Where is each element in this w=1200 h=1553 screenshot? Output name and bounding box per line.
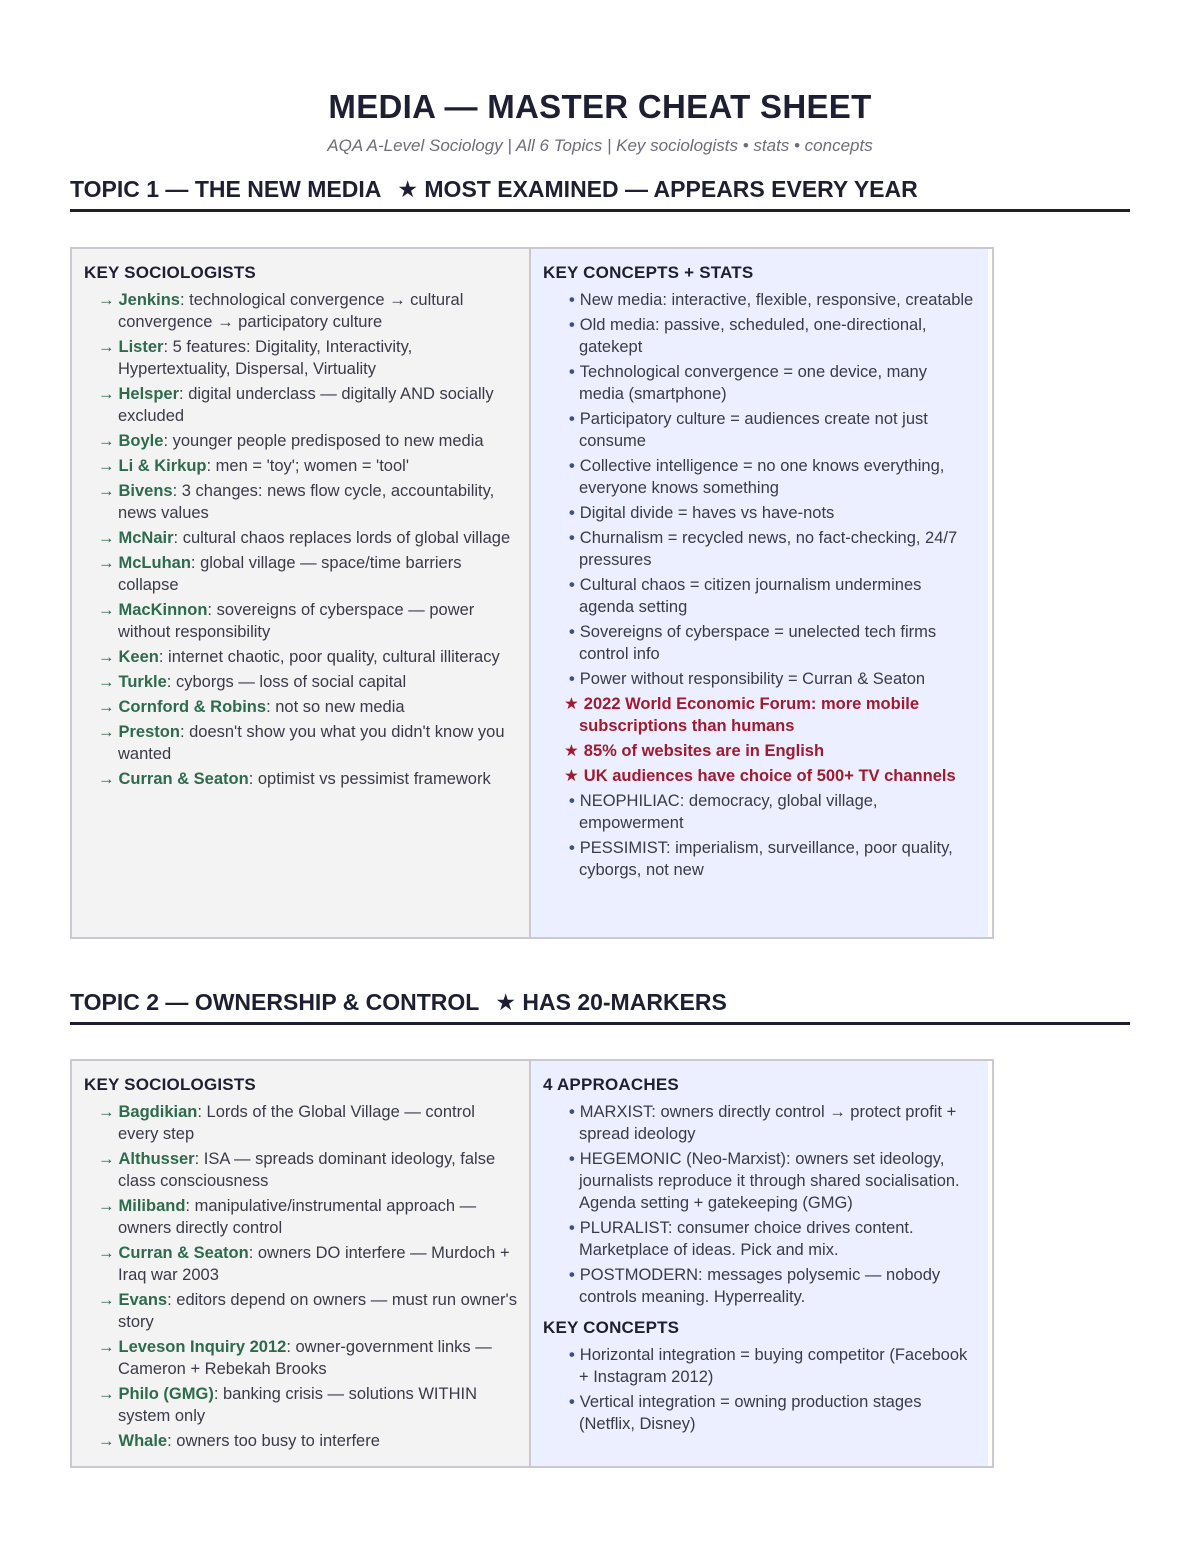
stat-text: 85% of websites are in English [583,742,825,760]
stat-item [543,765,976,787]
sociologist-item [84,1383,517,1427]
right-arrow-icon: → [98,648,115,666]
concept-item [543,1148,976,1214]
sociologist-item [84,671,517,693]
concept-text: Horizontal integration = buying competitor (Facebook + Instagram 2012) [579,1346,968,1386]
bullet-dot-icon: • [569,363,575,381]
sociologist-name: Leveson Inquiry 2012 [118,1338,287,1356]
right-arrow-icon: → [98,1150,115,1168]
bullet-dot-icon: • [569,670,575,688]
sociologist-name: Lister [118,338,164,356]
bullet-dot-icon: • [569,291,575,309]
concept-text: Sovereigns of cyberspace = unelected tech firms control info [579,623,937,663]
concept-item [543,502,976,524]
bullet-dot-icon: • [569,410,575,428]
right-arrow-icon: → [98,1338,115,1356]
right-arrow-icon: → [98,1291,115,1309]
right-arrow-icon: → [98,601,115,619]
sociologist-item [84,1148,517,1192]
sociologist-description: : owner-government links — Cameron + Rebekah Brooks [118,1338,492,1378]
sociologist-description: : sovereigns of cyberspace — power without responsibility [118,601,475,641]
sociologist-item [84,1336,517,1380]
topic-1-sociologists-list [84,289,517,790]
concept-item [543,1217,976,1261]
right-arrow-icon: → [98,1197,115,1215]
concept-item [543,621,976,665]
sociologist-description: : technological convergence → cultural convergence → participatory culture [118,291,464,331]
concept-text: NEOPHILIAC: democracy, global village, empowerment [579,792,878,832]
topic-1-heading [70,176,1130,212]
sociologist-description: : men = 'toy'; women = 'tool' [206,457,409,475]
topic-2-concepts-list [543,1344,976,1435]
sociologist-name: Keen [118,648,159,666]
sociologist-item [84,1289,517,1333]
topic-1-concepts-column [531,249,988,937]
sociologist-item [84,430,517,452]
right-arrow-icon: → [98,1432,115,1450]
concept-item [543,790,976,834]
right-arrow-icon: → [98,1244,115,1262]
bullet-dot-icon: • [569,1103,575,1121]
sociologist-description: : doesn't show you what you didn't know you wanted [118,723,505,763]
concept-text: POSTMODERN: messages polysemic — nobody controls meaning. Hyperreality. [579,1266,941,1306]
sociologist-description: : owners DO interfere — Murdoch + Iraq war 2003 [118,1244,510,1284]
sociologist-description: : younger people predisposed to new media [163,432,484,450]
sociologist-item [84,768,517,790]
right-arrow-icon: → [98,291,115,309]
sociologist-item [84,646,517,668]
star-icon: ★ [564,767,579,785]
right-arrow-icon: → [98,432,115,450]
stat-item [543,693,976,737]
concept-text: Cultural chaos = citizen journalism undermines agenda setting [579,576,922,616]
topic-2-sociologists-heading: KEY SOCIOLOGISTS [84,1075,256,1094]
sociologist-item [84,336,517,380]
concept-item [543,837,976,881]
sociologist-item [84,1242,517,1286]
sociologist-name: Curran & Seaton [118,770,249,788]
sociologist-description: : Lords of the Global Village — control every step [118,1103,475,1143]
concept-text: PLURALIST: consumer choice drives content. Marketplace of ideas. Pick and mix. [579,1219,914,1259]
concept-text: Participatory culture = audiences create not just consume [579,410,928,450]
sociologist-name: McLuhan [118,554,191,572]
sociologist-name: Bivens [118,482,173,500]
right-arrow-icon: → [98,554,115,572]
star-icon: ★ [564,695,579,713]
bullet-dot-icon: • [569,792,575,810]
sociologist-description: : ISA — spreads dominant ideology, false class consciousness [118,1150,496,1190]
sociologist-item [84,480,517,524]
sociologist-description: : cultural chaos replaces lords of global village [173,529,511,547]
sociologist-description: : owners too busy to interfere [167,1432,380,1450]
sociologist-item [84,696,517,718]
topic-1-sociologists-heading: KEY SOCIOLOGISTS [84,263,256,282]
sociologist-name: Jenkins [118,291,180,309]
topic-2-panel [70,1059,994,1468]
sociologist-item [84,455,517,477]
bullet-dot-icon: • [569,529,575,547]
sociologist-description: : global village — space/time barriers collapse [118,554,462,594]
sociologist-description: : editors depend on owners — must run owner's story [118,1291,517,1331]
topic-2-badge: ★ HAS 20-MARKERS [495,989,727,1015]
sociologist-name: Curran & Seaton [118,1244,249,1262]
sociologist-name: Althusser [118,1150,195,1168]
sociologist-description: : optimist vs pessimist framework [248,770,491,788]
concept-item [543,668,976,690]
concept-text: HEGEMONIC (Neo-Marxist): owners set ideology, journalists reproduce it through shared socialisation. Agenda setting + gatekeeping (GMG) [579,1150,960,1212]
topic-1-panel [70,247,994,939]
bullet-dot-icon: • [569,623,575,641]
sociologist-description: : banking crisis — solutions WITHIN system only [118,1385,477,1425]
bullet-dot-icon: • [569,504,575,522]
topic-1-sociologists-column [72,249,531,937]
sociologist-description: : 5 features: Digitality, Interactivity, Hypertextuality, Dispersal, Virtuality [118,338,413,378]
topic-2-approaches-heading: 4 APPROACHES [543,1075,679,1094]
sociologist-name: Helsper [118,385,180,403]
topic-2-title: TOPIC 2 — OWNERSHIP & CONTROL [70,989,480,1015]
bullet-dot-icon: • [569,576,575,594]
topic-1-title: TOPIC 1 — THE NEW MEDIA [70,176,382,202]
sociologist-name: Miliband [118,1197,186,1215]
concept-item [543,1264,976,1308]
sociologist-name: Evans [118,1291,168,1309]
bullet-dot-icon: • [569,1393,575,1411]
sociologist-description: : not so new media [266,698,405,716]
topic-2-approaches-list [543,1101,976,1308]
bullet-dot-icon: • [569,1219,575,1237]
concept-text: New media: interactive, flexible, responsive, creatable [579,291,974,309]
sociologist-item [84,289,517,333]
concept-item [543,527,976,571]
concept-item [543,408,976,452]
stat-text: 2022 World Economic Forum: more mobile subscriptions than humans [579,695,920,735]
sociologist-name: Bagdikian [118,1103,198,1121]
topic-2-concepts-heading: KEY CONCEPTS [543,1318,680,1337]
sociologist-name: McNair [118,529,174,547]
concept-item [543,1101,976,1145]
right-arrow-icon: → [98,385,115,403]
right-arrow-icon: → [98,1103,115,1121]
sociologist-item [84,1195,517,1239]
sociologist-item [84,1430,517,1452]
concept-item [543,289,976,311]
right-arrow-icon: → [98,457,115,475]
concept-item [543,1391,976,1435]
sociologist-item [84,383,517,427]
sociologist-name: Philo (GMG) [118,1385,214,1403]
star-icon: ★ [564,742,579,760]
sociologist-item [84,552,517,596]
bullet-dot-icon: • [569,316,575,334]
sociologist-name: Preston [118,723,180,741]
page-title: MEDIA — MASTER CHEAT SHEET [328,88,872,125]
bullet-dot-icon: • [569,1346,575,1364]
concept-text: Old media: passive, scheduled, one-directional, gatekept [579,316,927,356]
page-subtitle: AQA A-Level Sociology | All 6 Topics | Key sociologists • stats • concepts [327,136,873,155]
sociologist-name: Cornford & Robins [118,698,267,716]
sociologist-description: : digital underclass — digitally AND socially excluded [118,385,494,425]
concept-text: Technological convergence = one device, many media (smartphone) [579,363,927,403]
sociologist-name: Boyle [118,432,164,450]
bullet-dot-icon: • [569,839,575,857]
concept-text: Power without responsibility = Curran & Seaton [579,670,926,688]
sociologist-description: : internet chaotic, poor quality, cultural illiteracy [158,648,500,666]
sociologist-description: : 3 changes: news flow cycle, accountability, news values [118,482,495,522]
topic-2-sociologists-column [72,1061,531,1466]
right-arrow-icon: → [98,482,115,500]
topic-2-approaches-column [531,1061,988,1466]
concept-text: Collective intelligence = no one knows everything, everyone knows something [579,457,945,497]
stat-item [543,740,976,762]
right-arrow-icon: → [98,338,115,356]
right-arrow-icon: → [98,673,115,691]
concept-item [543,455,976,499]
sociologist-name: MacKinnon [118,601,208,619]
concept-text: Digital divide = haves vs have-nots [579,504,835,522]
concept-item [543,574,976,618]
bullet-dot-icon: • [569,457,575,475]
sociologist-item [84,527,517,549]
topic-1-concepts-heading: KEY CONCEPTS + STATS [543,263,754,282]
concept-text: Churnalism = recycled news, no fact-checking, 24/7 pressures [579,529,958,569]
bullet-dot-icon: • [569,1266,575,1284]
concept-text: PESSIMIST: imperialism, surveillance, poor quality, cyborgs, not new [579,839,953,879]
bullet-dot-icon: • [569,1150,575,1168]
topic-2-sociologists-list [84,1101,517,1452]
concept-item [543,361,976,405]
right-arrow-icon: → [98,770,115,788]
sociologist-description: : manipulative/instrumental approach — owners directly control [118,1197,477,1237]
right-arrow-icon: → [98,723,115,741]
sociologist-description: : cyborgs — loss of social capital [166,673,407,691]
stat-text: UK audiences have choice of 500+ TV channels [583,767,956,785]
right-arrow-icon: → [98,1385,115,1403]
right-arrow-icon: → [98,529,115,547]
sociologist-item [84,599,517,643]
concept-text: MARXIST: owners directly control → protect profit + spread ideology [579,1103,957,1143]
topic-1-badge: ★ MOST EXAMINED — APPEARS EVERY YEAR [397,176,918,202]
topic-1-concepts-list [543,289,976,881]
sociologist-name: Turkle [118,673,167,691]
topic-2-heading [70,989,1130,1025]
sociologist-name: Whale [118,1432,168,1450]
concept-item [543,1344,976,1388]
concept-item [543,314,976,358]
right-arrow-icon: → [98,698,115,716]
sociologist-item [84,721,517,765]
sociologist-item [84,1101,517,1145]
concept-text: Vertical integration = owning production stages (Netflix, Disney) [579,1393,922,1433]
sociologist-name: Li & Kirkup [118,457,207,475]
